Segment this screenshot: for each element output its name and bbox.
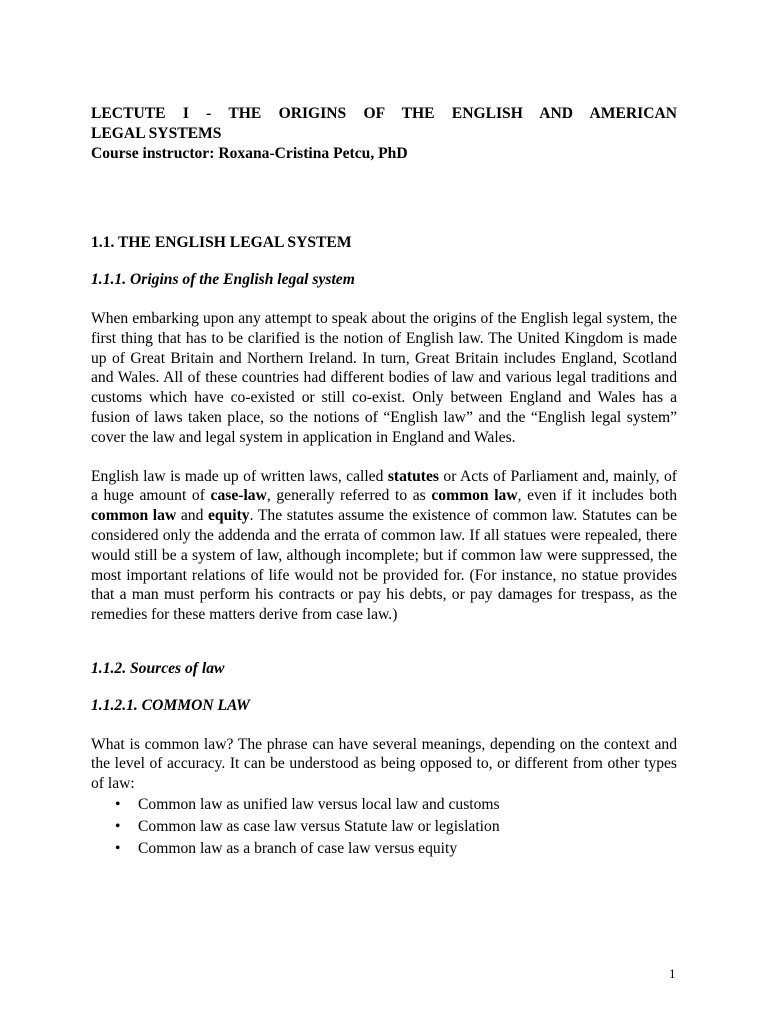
title-line-2: LEGAL SYSTEMS xyxy=(91,124,222,142)
bullet-icon: • xyxy=(115,839,121,857)
bullet-icon: • xyxy=(115,817,121,835)
paragraph-common-law: What is common law? The phrase can have several meanings, depending on the context and the level of accuracy. It can be understood as being opposed to, or different from other types of law: xyxy=(91,735,677,793)
subsubsection-heading-common-law: 1.1.2.1. COMMON LAW xyxy=(91,696,250,714)
list-item-text: Common law as case law versus Statute law or legislation xyxy=(138,817,500,835)
bold-term-statutes: statutes xyxy=(387,467,439,485)
course-instructor: Course instructor: Roxana-Cristina Petcu, PhD xyxy=(91,144,408,162)
paragraph-english-law xyxy=(91,467,677,625)
list-item xyxy=(91,794,677,816)
text-run: English law is made up of written laws, called xyxy=(91,467,388,485)
list-item xyxy=(91,838,677,860)
text-run: and xyxy=(176,507,209,525)
list-item-text: Common law as unified law versus local law and customs xyxy=(138,795,500,813)
lecture-title xyxy=(91,104,677,163)
bullet-icon: • xyxy=(115,795,121,813)
bold-term-common-law-2: common law xyxy=(91,507,177,525)
section-heading: 1.1. THE ENGLISH LEGAL SYSTEM xyxy=(91,234,352,252)
subsection-heading-sources: 1.1.2. Sources of law xyxy=(91,659,225,677)
text-run: , even if it includes both xyxy=(517,487,677,505)
title-line-1: LECTUTE I - THE ORIGINS OF THE ENGLISH AND AMERICAN xyxy=(91,105,677,122)
text-run: . The statutes assume the existence of common law. Statutes can be considered only the addenda and the errata of common law. If all statues were repealed, there would still be a system of law, although incomplete; but if common law were suppressed, the most important relations of life would not be provided for. (For instance, no statue provides that a man must perform his contracts or pay his debts, or pay damages for trespass, as the remedies for these matters derive from case law.) xyxy=(91,507,677,624)
document-page xyxy=(91,104,677,860)
list-item-text: Common law as a branch of case law versus equity xyxy=(138,839,458,857)
page-number: 1 xyxy=(669,966,676,981)
bold-term-common-law: common law xyxy=(431,487,518,505)
subsection-heading-origins: 1.1.1. Origins of the English legal system xyxy=(91,271,355,289)
bold-term-case-law: case-law xyxy=(210,487,267,505)
text-run: , generally referred to as xyxy=(266,487,432,505)
paragraph-origins: When embarking upon any attempt to speak about the origins of the English legal system, the first thing that has to be clarified is the notion of English law. The United Kingdom is made up of Great Britain and Northern Ireland. In turn, Great Britain includes England, Scotland and Wales. All of these countries had different bodies of law and various legal traditions and customs which have co-existed or still co-exist. Only between England and Wales has a fusion of laws taken place, so the notions of “English law” and the “English legal system” cover the law and legal system in application in England and Wales. xyxy=(91,309,677,446)
bullet-list xyxy=(91,794,677,860)
bold-term-equity: equity xyxy=(208,507,250,525)
list-item xyxy=(91,816,677,838)
text-run: or Acts of Parliament and, mainly, of a huge amount of xyxy=(91,467,677,505)
